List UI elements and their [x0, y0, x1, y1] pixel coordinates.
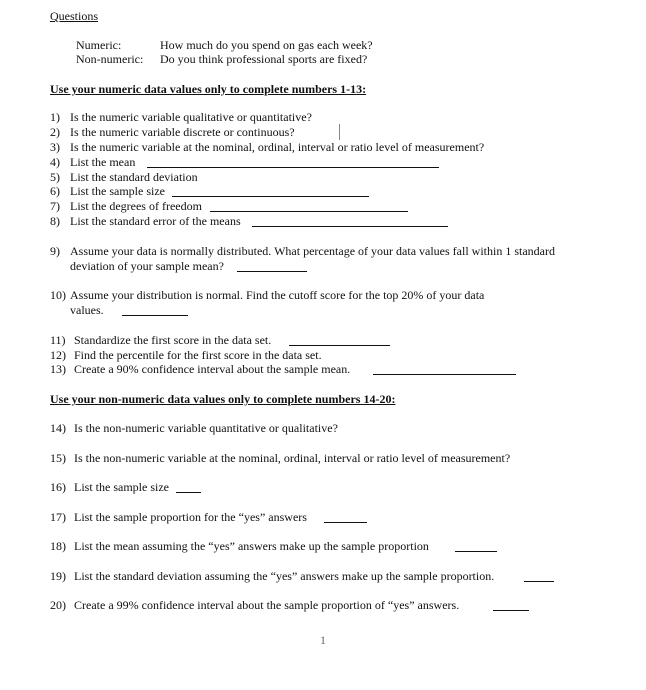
question-text: Create a 90% confidence interval about the sample mean. — [74, 362, 351, 376]
question-text: List the degrees of freedom — [70, 199, 202, 213]
question-text-line1: Assume your distribution is normal. Find the cutoff score for the top 20% of your data — [70, 288, 485, 302]
answer-blank[interactable] — [252, 215, 448, 227]
answer-blank[interactable] — [237, 260, 307, 272]
question-number: 14) — [50, 421, 66, 435]
question-text: Is the numeric variable discrete or continuous? — [70, 125, 295, 139]
question-number: 5) — [50, 170, 60, 184]
question-text: Find the percentile for the first score in the data set. — [74, 348, 322, 362]
question-number: 18) — [50, 539, 66, 553]
answer-blank[interactable] — [122, 304, 188, 316]
question-number: 9) — [50, 244, 60, 258]
question-text: Create a 99% confidence interval about the sample proportion of “yes” answers. — [74, 598, 460, 612]
question-number: 13) — [50, 362, 66, 376]
non-numeric-question: Do you think professional sports are fixed? — [160, 52, 368, 66]
answer-blank[interactable] — [493, 599, 529, 611]
question-text: List the standard deviation — [70, 170, 198, 184]
answer-blank[interactable] — [210, 200, 408, 212]
answer-blank[interactable] — [455, 540, 497, 552]
non-numeric-label: Non-numeric: — [76, 52, 144, 66]
question-text: List the standard error of the means — [70, 214, 241, 228]
question-number: 19) — [50, 569, 66, 583]
section-heading-numeric: Use your numeric data values only to complete numbers 1-13: — [50, 82, 367, 96]
question-number: 20) — [50, 598, 66, 612]
question-text: List the mean — [70, 155, 136, 169]
question-number: 4) — [50, 155, 60, 169]
page-number: 1 — [320, 633, 326, 647]
question-text: List the sample size — [70, 184, 165, 198]
question-text: List the standard deviation assuming the “yes” answers make up the sample proportion. — [74, 569, 495, 583]
page-heading: Questions — [50, 9, 98, 23]
question-number: 16) — [50, 480, 66, 494]
answer-blank[interactable] — [324, 511, 367, 523]
question-text: List the mean assuming the “yes” answers make up the sample proportion — [74, 539, 429, 553]
question-number: 10) — [50, 288, 66, 302]
question-number: 7) — [50, 199, 60, 213]
answer-blank[interactable] — [176, 481, 201, 493]
section-heading-non-numeric: Use your non-numeric data values only to complete numbers 14-20: — [50, 392, 396, 406]
question-text: Standardize the first score in the data set. — [74, 333, 272, 347]
question-text: Is the numeric variable at the nominal, ordinal, interval or ratio level of measurement? — [70, 140, 485, 154]
question-number: 8) — [50, 214, 60, 228]
text-cursor — [339, 124, 340, 140]
answer-blank[interactable] — [524, 570, 554, 582]
question-text: List the sample proportion for the “yes” answers — [74, 510, 307, 524]
answer-blank[interactable] — [289, 334, 390, 346]
question-number: 11) — [50, 333, 66, 347]
question-number: 1) — [50, 110, 60, 124]
numeric-label: Numeric: — [76, 38, 122, 52]
question-text-line1: Assume your data is normally distributed. What percentage of your data values fall within 1 standard — [70, 244, 555, 258]
answer-blank[interactable] — [147, 156, 439, 168]
question-number: 17) — [50, 510, 66, 524]
question-number: 3) — [50, 140, 60, 154]
question-number: 2) — [50, 125, 60, 139]
question-text: Is the non-numeric variable quantitative or qualitative? — [74, 421, 338, 435]
question-number: 12) — [50, 348, 66, 362]
answer-blank[interactable] — [172, 185, 369, 197]
question-number: 15) — [50, 451, 66, 465]
question-text: Is the numeric variable qualitative or quantitative? — [70, 110, 312, 124]
question-text-line2: values. — [70, 303, 104, 317]
question-number: 6) — [50, 184, 60, 198]
question-text-line2: deviation of your sample mean? — [70, 259, 224, 273]
numeric-question: How much do you spend on gas each week? — [160, 38, 373, 52]
answer-blank[interactable] — [373, 363, 516, 375]
question-text: Is the non-numeric variable at the nominal, ordinal, interval or ratio level of measurement? — [74, 451, 511, 465]
question-text: List the sample size — [74, 480, 169, 494]
